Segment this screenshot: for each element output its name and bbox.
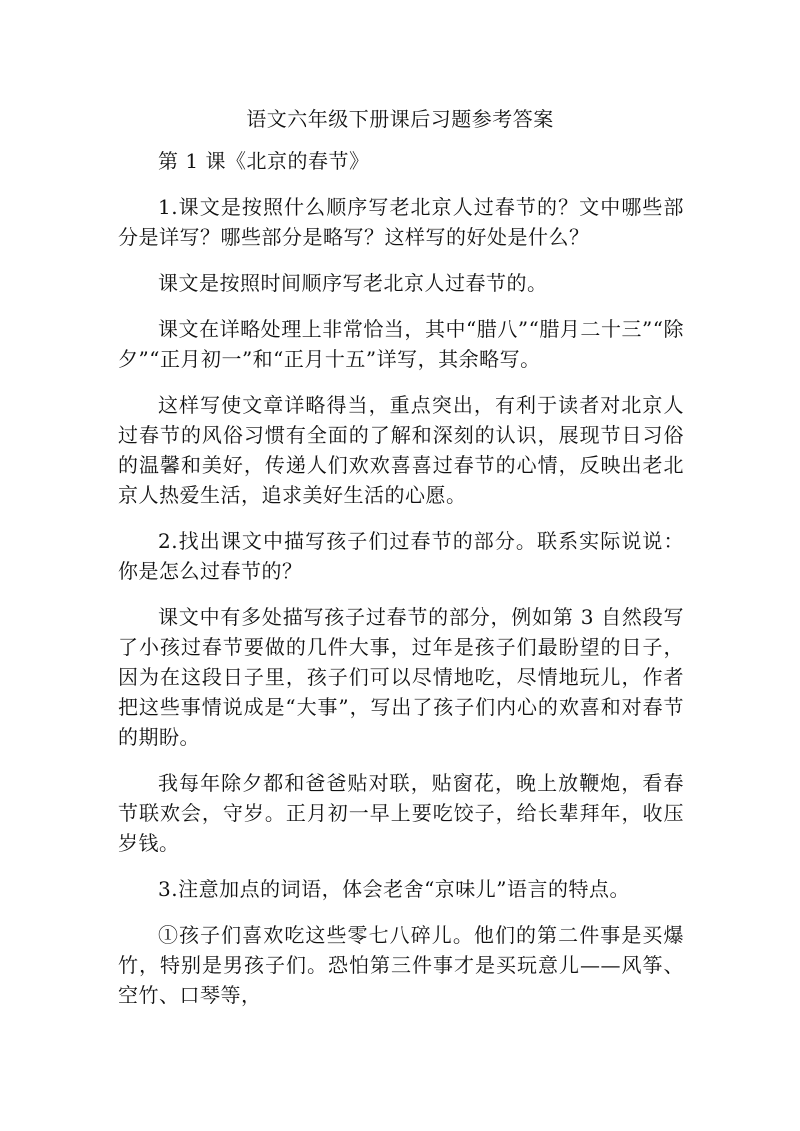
question-3: 3.注意加点的词语，体会老舍“京味儿”语言的特点。 bbox=[158, 877, 631, 901]
example-1: ①孩子们喜欢吃这些零七八碎儿。他们的第二件事是买爆竹，特别是男孩子们。恐怕第三件事才是买玩意儿——风筝、空竹、口琴等， bbox=[118, 923, 684, 1007]
spacer bbox=[118, 752, 684, 768]
question-2: 2.找出课文中描写孩子们过春节的部分。联系实际说说：你是怎么过春节的？ bbox=[118, 529, 684, 583]
lesson-heading: 第 1 课《北京的春节》 bbox=[158, 149, 370, 173]
spacer bbox=[118, 176, 684, 192]
question-1: 1.课文是按照什么顺序写老北京人过春节的？文中哪些部分是详写？哪些部分是略写？这样写的好处是什么？ bbox=[118, 195, 684, 249]
answer-1-order: 课文是按照时间顺序写老北京人过春节的。 bbox=[158, 271, 548, 295]
spacer bbox=[118, 510, 684, 526]
spacer bbox=[118, 904, 684, 920]
spacer bbox=[118, 298, 684, 314]
answer-1-benefit: 这样写使文章详略得当，重点突出，有利于读者对北京人过春节的风俗习惯有全面的了解和深刻的认识，展现节日习俗的温馨和美好，传递人们欢欢喜喜过春节的心情，反映出老北京人热爱生活，追求美好生活的心愿。 bbox=[118, 393, 684, 507]
answer-2-text: 课文中有多处描写孩子过春节的部分，例如第 3 自然段写了小孩过春节要做的几件大事，过年是孩子们最盼望的日子，因为在这段日子里，孩子们可以尽情地吃，尽情地玩儿，作者把这些事情说成是“大事”，写出了孩子们内心的欢喜和对春节的期盼。 bbox=[118, 605, 684, 749]
spacer bbox=[118, 252, 684, 268]
spacer bbox=[118, 374, 684, 390]
answer-2-personal: 我每年除夕都和爸爸贴对联，贴窗花，晚上放鞭炮，看春节联欢会，守岁。正月初一早上要吃饺子，给长辈拜年，收压岁钱。 bbox=[118, 771, 684, 855]
document-body bbox=[118, 146, 684, 1010]
spacer bbox=[118, 858, 684, 874]
document-title: 语文六年级下册课后习题参考答案 bbox=[246, 107, 554, 131]
spacer bbox=[118, 586, 684, 602]
answer-1-detail: 课文在详略处理上非常恰当，其中“腊八”“腊月二十三”“除夕”“正月初一”和“正月十五”详写，其余略写。 bbox=[118, 317, 684, 371]
